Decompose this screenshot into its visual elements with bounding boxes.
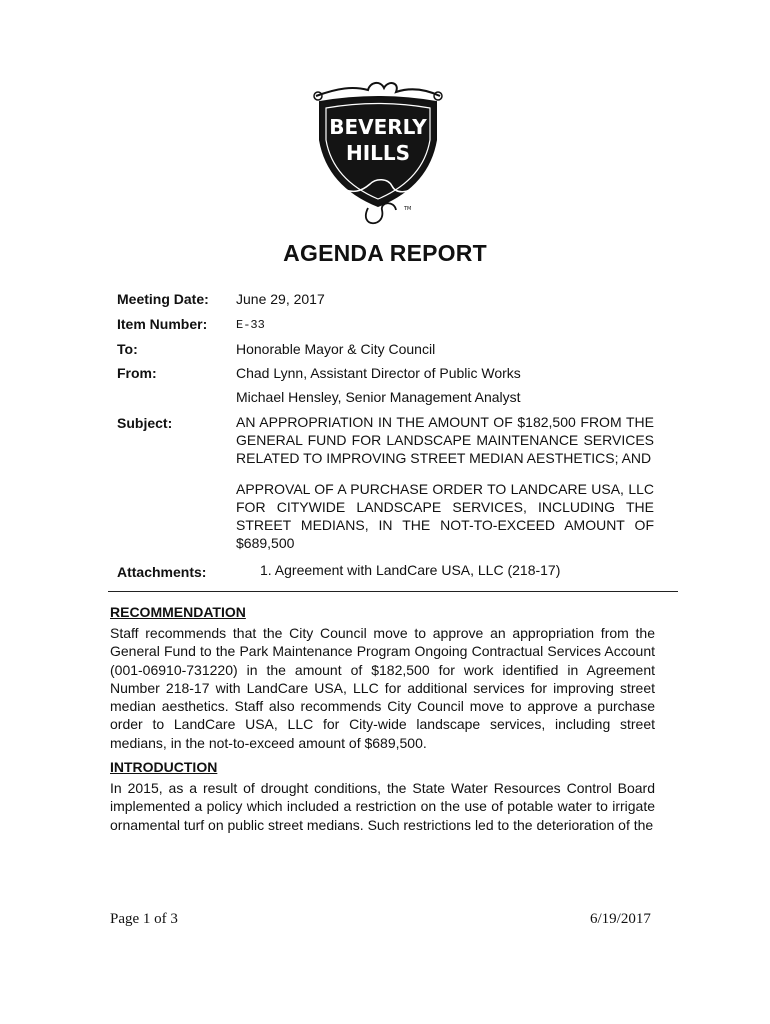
page-title: AGENDA REPORT	[283, 240, 487, 266]
from-label: From:	[117, 365, 157, 381]
from-value-2: Michael Hensley, Senior Management Analyst	[236, 389, 521, 405]
logo-text-line1: BEVERLY	[329, 115, 427, 139]
logo-trademark: TM	[404, 206, 412, 212]
recommendation-heading: RECOMMENDATION	[110, 604, 246, 620]
attachments-label: Attachments:	[117, 564, 207, 580]
meeting-date-value: June 29, 2017	[236, 291, 325, 307]
meeting-date-label: Meeting Date:	[117, 291, 209, 307]
subject-paragraph-2: APPROVAL OF A PURCHASE ORDER TO LANDCARE USA, LLC FOR CITYWIDE LANDSCAPE SERVICES, INCLUDING THE STREET MEDIANS, IN THE NOT-TO-EXCEED AMOUNT OF $689,500	[236, 481, 654, 551]
item-number-label: Item Number:	[117, 316, 208, 332]
to-label: To:	[117, 341, 138, 357]
from-value-1: Chad Lynn, Assistant Director of Public Works	[236, 365, 521, 381]
introduction-heading: INTRODUCTION	[110, 759, 218, 775]
subject-label: Subject:	[117, 415, 173, 431]
footer-date: 6/19/2017	[590, 911, 651, 927]
to-value: Honorable Mayor & City Council	[236, 341, 436, 357]
item-number-value: E-33	[236, 318, 265, 332]
header-divider	[108, 591, 678, 592]
logo-text-line2: HILLS	[345, 141, 411, 165]
footer-page-number: Page 1 of 3	[110, 911, 178, 927]
recommendation-text: Staff recommends that the City Council move to approve an appropriation from the General Fund to the Park Maintenance Program Ongoing Contractual Services Account (001-06910-731220) in the amount of $182,500 for work identified in Agreement Number 218-17 with LandCare USA, LLC for additional services for improving street median aesthetics. Staff also recommends City Council move to approve a purchase order to LandCare USA, LLC for City-wide landscape services, including street medians, in the not-to-exceed amount of $689,500.	[110, 625, 655, 751]
introduction-text: In 2015, as a result of drought conditions, the State Water Resources Control Board implemented a policy which included a restriction on the use of potable water to irrigate ornamental turf on public street medians. Such restrictions led to the deterioration of the	[110, 780, 655, 833]
beverly-hills-shield-logo	[308, 78, 448, 228]
attachment-item-1: 1. Agreement with LandCare USA, LLC (218-17)	[260, 562, 561, 578]
subject-paragraph-1: AN APPROPRIATION IN THE AMOUNT OF $182,500 FROM THE GENERAL FUND FOR LANDSCAPE MAINTENANCE SERVICES RELATED TO IMPROVING STREET MEDIAN AESTHETICS; AND	[236, 414, 654, 466]
